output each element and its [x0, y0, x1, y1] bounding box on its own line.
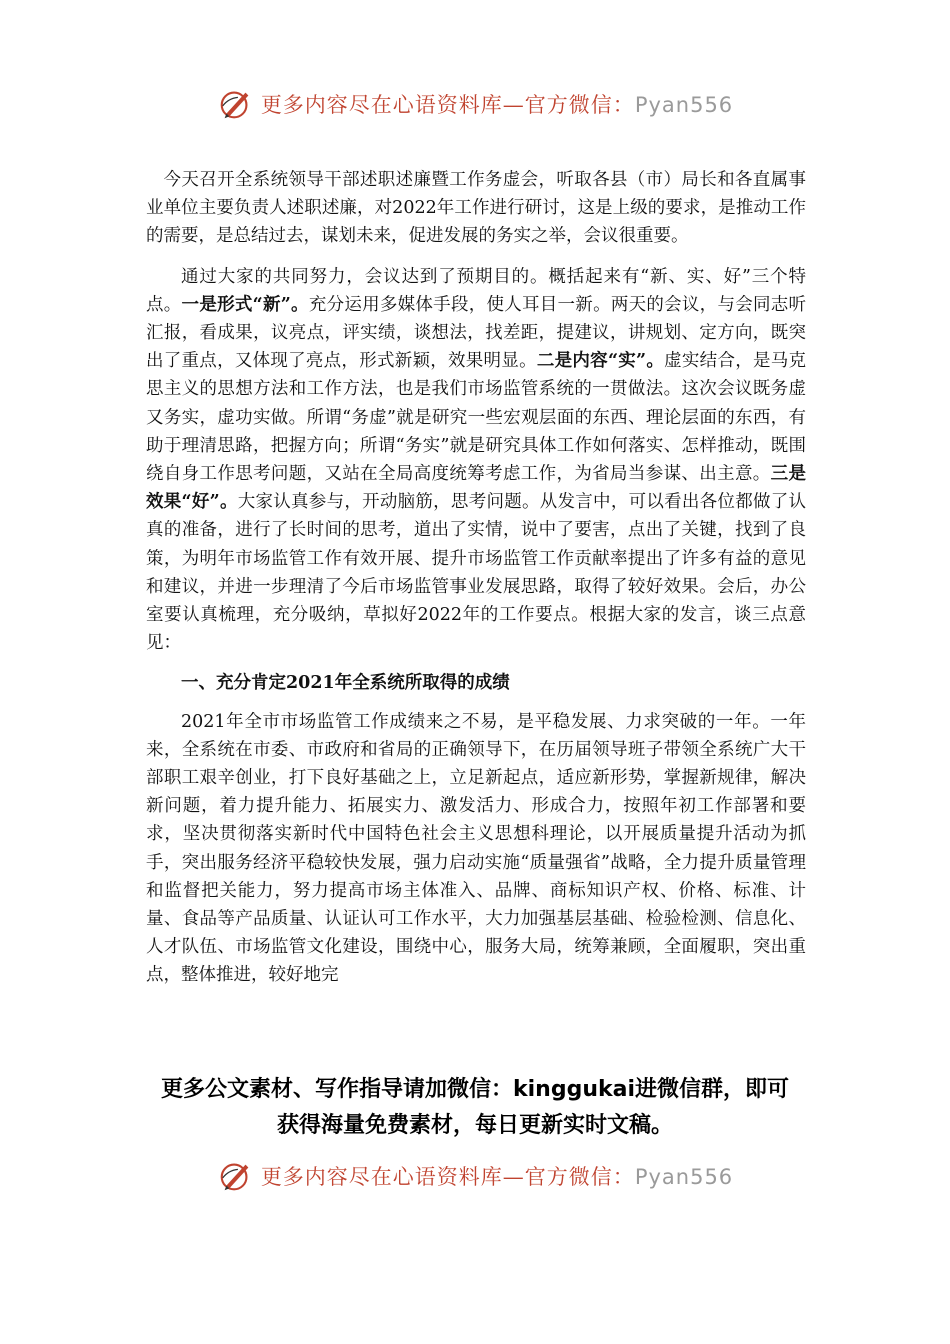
paragraph-intro: 今天召开全系统领导干部述职述廉暨工作务虚会，听取各县（市）局长和各直属事业单位主要负责人述职述廉，对2022年工作进行研讨，这是上级的要求，是推动工作的需要，是总结过去，谋划未来，促进发展的务实之举，会议很重要。: [146, 170, 806, 247]
banner-text: [261, 89, 733, 119]
header-banner: [0, 82, 950, 126]
feature-new-heading: 一是形式“新”。: [181, 294, 309, 315]
promo-line-1: 更多公文素材、写作指导请加微信：kinggukai进微信群，即可: [160, 1077, 789, 1102]
document-body: [146, 166, 806, 1002]
banner-text: [261, 1161, 733, 1191]
features-text-1: 通过大家的共同努力，会议达到了预期目的。概括起来有“新、实、好”三个特点。: [146, 266, 806, 315]
banner-main-text: 更多内容尽在心语资料库—官方微信：: [260, 93, 635, 117]
feature-good-heading: 三是效果“好”。: [146, 464, 807, 513]
pen-logo-icon: [217, 85, 255, 123]
banner-main-text: 更多内容尽在心语资料库—官方微信：: [260, 1165, 635, 1189]
paragraph-features: [146, 263, 806, 658]
footer-banner: [0, 1154, 950, 1198]
promo-notice: [0, 1072, 950, 1144]
section-heading-1: 一、充分肯定2021年全系统所取得的成绩: [181, 673, 510, 694]
feature-real-heading: 二是内容“实”。: [536, 351, 665, 372]
features-text-3: 虚实结合，是马克思主义的思想方法和工作方法，也是我们市场监管系统的一贯做法。这次会议既务虚又务实，虚功实做。所谓“务虚”就是研究一些宏观层面的东西、理论层面的东西，有助于理清思路，把握方向；所谓“务实”就是研究具体工作如何落实、怎样推动，既围绕自身工作思考问题，又站在全局高度统筹考虑工作，为省局当参谋、出主意。: [146, 351, 807, 485]
banner-wechat-id: Pyan556: [634, 93, 734, 117]
features-text-4: 大家认真参与，开动脑筋，思考问题。从发言中，可以看出各位都做了认真的准备，进行了长时间的思考，道出了实情，说中了要害，点出了关键，找到了良策，为明年市场监管工作有效开展、提升市场监管工作贡献率提出了许多有益的意见和建议，并进一步理清了今后市场监管事业发展思路，取得了较好效果。会后，办公室要认真梳理，充分吸纳，草拟好2022年的工作要点。根据大家的发言，谈三点意见：: [146, 492, 806, 654]
paragraph-achievements: 2021年全市市场监管工作成绩来之不易，是平稳发展、力求突破的一年。一年来，全系统在市委、市政府和省局的正确领导下，在历届领导班子带领全系统广大干部职工艰辛创业，打下良好基础之上，立足新起点，适应新形势，掌握新规律，解决新问题，着力提升能力、拓展实力、激发活力、形成合力，按照年初工作部署和要求，坚决贯彻落实新时代中国特色社会主义思想科理论，以开展质量提升活动为抓手，突出服务经济平稳较快发展，强力启动实施“质量强省”战略，全力提升质量管理和监督把关能力，努力提高市场主体准入、品牌、商标知识产权、价格、标准、计量、食品等产品质量、认证认可工作水平，大力加强基层基础、检验检测、信息化、人才队伍、市场监管文化建设，围绕中心，服务大局，统筹兼顾，全面履职，突出重点，整体推进，较好地完: [146, 711, 806, 986]
promo-line-2: 获得海量免费素材，每日更新实时文稿。: [276, 1113, 673, 1138]
pen-logo-icon: [217, 1157, 255, 1195]
banner-wechat-id: Pyan556: [634, 1165, 734, 1189]
features-text-2: 充分运用多媒体手段，使人耳目一新。两天的会议，与会同志听汇报，看成果，议亮点，评实绩，谈想法，找差距，提建议，讲规划、定方向，既突出了重点，又体现了亮点，形式新颖，效果明显。: [146, 294, 807, 372]
